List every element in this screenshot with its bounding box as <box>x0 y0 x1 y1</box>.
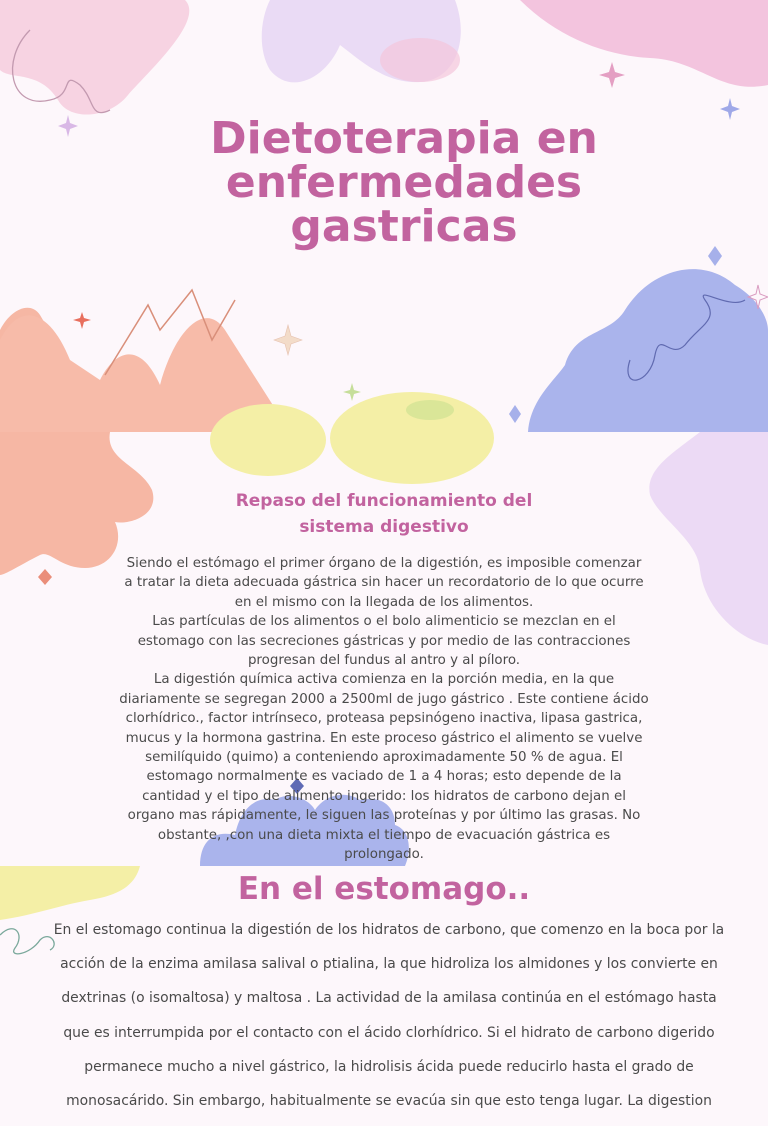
page-title-line-3: gastricas <box>290 201 518 252</box>
yellow-hill-left <box>210 404 326 476</box>
section-title-digestive-system <box>150 488 618 540</box>
body-line: Las partículas de los alimentos o el bolo alimenticio se mezclan en el <box>152 614 616 630</box>
pink-blob-top-left <box>0 0 189 115</box>
diamond-blue <box>708 246 722 266</box>
body-line: En el estomago continua la digestión de los hidratos de carbono, que comenzo en la boca por la <box>53 921 725 938</box>
body-line: cantidad y el tipo de alimento ingerido: los hidratos de carbono dejan el <box>142 788 626 804</box>
section-title-line-1: Repaso del funcionamiento del <box>235 491 533 511</box>
body-line: monosacárido. Sin embargo, habitualmente se evacúa sin que esto tenga lugar. La digestion <box>66 1093 712 1110</box>
body-line: mucus y la hormona gastrina. En este proceso gástrico el alimento se vuelve <box>125 730 643 746</box>
body-line: estomago con las secreciones gástricas y por medio de las contracciones <box>137 633 631 649</box>
body-line: prolongado. <box>344 847 424 863</box>
sparkle-pink <box>599 62 625 88</box>
sparkle-green <box>343 383 361 401</box>
page-title-line-1: Dietoterapia en <box>210 113 598 164</box>
blue-blob-right <box>528 269 768 432</box>
section-title-stomach: En el estomago.. <box>237 871 531 907</box>
section-body-digestive-system <box>104 554 664 865</box>
sparkle-lilac <box>58 115 78 137</box>
body-line: progresan del fundus al antro y al píloro. <box>247 653 521 669</box>
section-title-line-2: sistema digestivo <box>299 517 469 537</box>
body-line: dextrinas (o isomaltosa) y maltosa . La actividad de la amilasa continúa en el estómago hasta <box>61 990 717 1007</box>
body-line: organo mas rápidamente, le siguen las proteínas y por último las grasas. No <box>127 808 641 824</box>
body-line: diariamente se segregan 2000 a 2500ml de jugo gástrico . Este contiene ácido <box>119 691 649 707</box>
sparkle-cream <box>274 325 302 355</box>
pink-blob-top-right <box>520 0 768 87</box>
body-line: permanece mucho a nivel gástrico, la hidrolisis ácida puede reducirlo hasta el grado de <box>84 1059 694 1076</box>
body-line: que es interrumpida por el contacto con el ácido clorhídrico. Si el hidrato de carbono digerido <box>63 1024 715 1041</box>
section-body-stomach <box>42 906 736 1126</box>
sparkle-red <box>73 312 91 329</box>
body-line: a tratar la dieta adecuada gástrica sin hacer un recordatorio de lo que ocurre <box>124 575 644 591</box>
diamond-red <box>38 569 52 585</box>
body-line: Siendo el estómago el primer órgano de la digestión, es imposible comenzar <box>126 556 642 571</box>
body-line: en el mismo con la llegada de los alimentos. <box>234 594 534 610</box>
body-line: clorhídrico., factor intrínseco, proteasa pepsinógeno inactiva, lipasa gastrica, <box>125 711 643 727</box>
diamond-blue-small <box>509 405 521 423</box>
body-line: acción de la enzima amilasa salival o ptialina, la que hidroliza los almidones y los convierte en <box>60 956 718 973</box>
lilac-blob-right <box>649 432 768 645</box>
body-line: La digestión química activa comienza en la porción media, en la que <box>153 672 615 688</box>
page-title <box>84 113 724 252</box>
body-line: semilíquido (quimo) a conteniendo aproximadamente 50 % de agua. El <box>145 750 623 766</box>
page-title-line-2: enfermedades <box>225 157 583 208</box>
body-line: obstante, ,con una dieta mixta el tiempo de evacuación gástrica es <box>157 827 611 843</box>
body-line: estomago normalmente es vaciado de 1 a 4 horas; esto depende de la <box>146 769 622 785</box>
